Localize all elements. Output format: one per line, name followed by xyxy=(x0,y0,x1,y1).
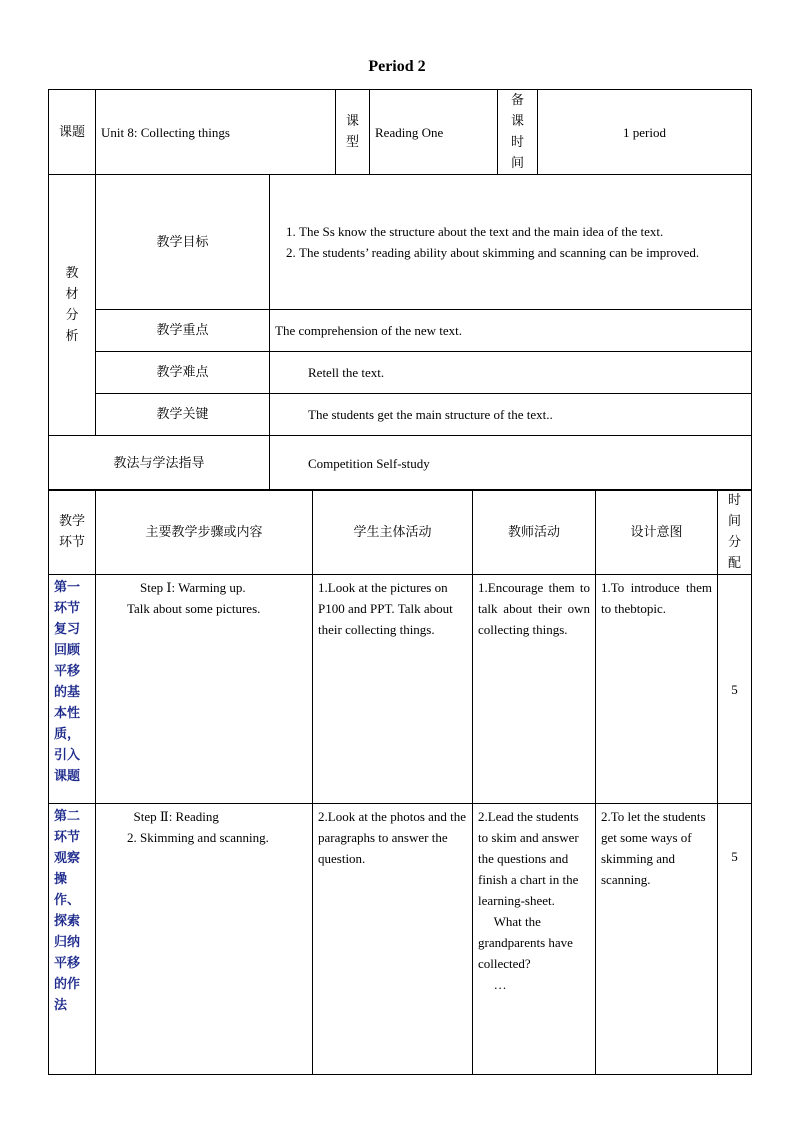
type-value: Reading One xyxy=(370,90,498,175)
teacher-question: What the grandparents have collected? xyxy=(478,914,573,971)
prep-time-value: 1 period xyxy=(538,90,752,175)
goal-item: 1. The Ss know the structure about the text and the main idea of the text. xyxy=(299,221,746,242)
student-activity-cell: 1.Look at the pictures on P100 and PPT. Talk about their collecting things. xyxy=(313,575,473,804)
teaching-process-table xyxy=(48,489,752,1075)
design-intent-cell: 1.To introduce them to thebtopic. xyxy=(596,575,718,804)
topic-value: Unit 8: Collecting things xyxy=(96,90,336,175)
teacher-activity-cell: 1.Encourage them to talk about their own collecting things. xyxy=(473,575,596,804)
lesson-info-table xyxy=(48,89,752,491)
goals-label: 教学目标 xyxy=(96,175,270,310)
key-value: The comprehension of the new text. xyxy=(270,310,752,352)
student-activity-cell: 2.Look at the photos and the paragraphs to answer the question. xyxy=(313,804,473,1075)
crux-value: The students get the main structure of the text.. xyxy=(270,394,752,436)
method-row xyxy=(49,436,752,491)
teacher-activity-cell xyxy=(473,804,596,1075)
stage-cell: 第一环节复习回顾平移的基本性质，引入课题 xyxy=(49,575,96,804)
process-header-row xyxy=(49,490,752,575)
teacher-ellipsis: … xyxy=(493,977,507,992)
crux-label: 教学关键 xyxy=(96,394,270,436)
step-cell xyxy=(96,804,313,1075)
goals-cell xyxy=(270,175,752,310)
process-row xyxy=(49,575,752,804)
prep-label: 备课时间 xyxy=(498,90,538,175)
page-title: Period 2 xyxy=(368,58,426,75)
step-body: Talk about some pictures. xyxy=(127,601,261,616)
step-title: Step Ⅱ: Reading xyxy=(133,809,219,824)
step-body: 2. Skimming and scanning. xyxy=(127,830,269,845)
time-header: 时间分配 xyxy=(718,490,752,575)
stage-header: 教学环节 xyxy=(49,490,96,575)
time-cell: 5 xyxy=(718,804,752,1075)
crux-row xyxy=(49,394,752,436)
teacher-activity-text: 2.Lead the students to skim and answer the questions and finish a chart in the learning-sheet. xyxy=(478,809,579,908)
goal-item: 2. The students’ reading ability about skimming and scanning can be improved. xyxy=(299,242,746,263)
goals-row xyxy=(49,175,752,310)
difficulty-value: Retell the text. xyxy=(270,352,752,394)
time-cell: 5 xyxy=(718,575,752,804)
type-label: 课型 xyxy=(336,90,370,175)
method-label: 教法与学法指导 xyxy=(49,436,270,491)
process-row xyxy=(49,804,752,1075)
difficulty-row xyxy=(49,352,752,394)
student-activity-header: 学生主体活动 xyxy=(313,490,473,575)
step-cell xyxy=(96,575,313,804)
steps-header: 主要教学步骤或内容 xyxy=(96,490,313,575)
design-intent-cell: 2.To let the students get some ways of skimming and scanning. xyxy=(596,804,718,1075)
method-value: Competition Self-study xyxy=(270,436,752,491)
goals-list xyxy=(275,221,746,263)
topic-label: 课题 xyxy=(49,90,96,175)
stage-cell: 第二环节观察操作、探索归纳平移的作法 xyxy=(49,804,96,1075)
topic-row xyxy=(49,90,752,175)
design-intent-header: 设计意图 xyxy=(596,490,718,575)
key-row xyxy=(49,310,752,352)
difficulty-label: 教学难点 xyxy=(96,352,270,394)
key-label: 教学重点 xyxy=(96,310,270,352)
analysis-label: 教材分析 xyxy=(49,175,96,436)
step-title: Step Ⅰ: Warming up. xyxy=(140,580,246,595)
teacher-activity-header: 教师活动 xyxy=(473,490,596,575)
